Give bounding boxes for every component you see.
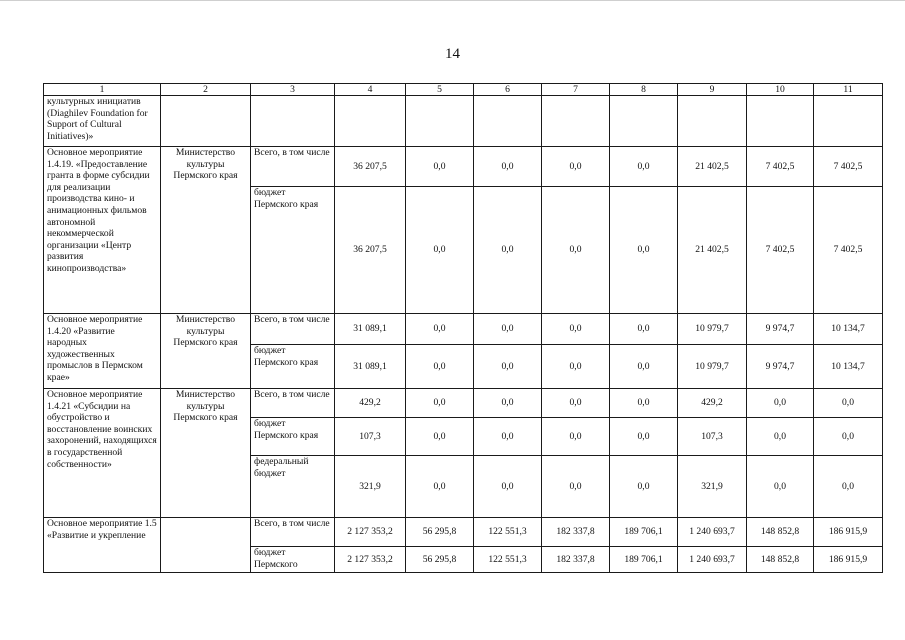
col-num-6: 6 <box>474 84 542 96</box>
value-cell: 0,0 <box>610 314 678 345</box>
value-cell: 0,0 <box>610 418 678 456</box>
value-cell: 186 915,9 <box>814 518 883 547</box>
activity-title: Основное мероприятие 1.4.19. «Предоставление гранта в форме субсидии для реализации производства кино- и анимационных фильмов автономной некоммерческой организации «Центр развития кинопроизводства» <box>44 147 161 314</box>
value-cell: 0,0 <box>610 456 678 518</box>
value-cell: 0,0 <box>474 345 542 389</box>
page-edge-line <box>0 0 905 1</box>
value-cell: 9 974,7 <box>747 345 814 389</box>
col-num-11: 11 <box>814 84 883 96</box>
value-cell: 0,0 <box>406 187 474 314</box>
value-cell: 429,2 <box>678 389 747 418</box>
value-cell: 122 551,3 <box>474 518 542 547</box>
value-cell: 0,0 <box>474 187 542 314</box>
value-cell: 0,0 <box>610 389 678 418</box>
page-number: 14 <box>445 46 460 62</box>
col-num-4: 4 <box>335 84 406 96</box>
value-cell: 0,0 <box>814 418 883 456</box>
value-cell: 189 706,1 <box>610 518 678 547</box>
value-cell: 0,0 <box>610 345 678 389</box>
value-cell: 7 402,5 <box>814 147 883 187</box>
value-cell: 0,0 <box>406 345 474 389</box>
value-cell: 0,0 <box>747 389 814 418</box>
value-cell: 21 402,5 <box>678 187 747 314</box>
funding-source: бюджет Пермского края <box>251 187 335 314</box>
value-cell: 0,0 <box>542 345 610 389</box>
value-cell: 7 402,5 <box>814 187 883 314</box>
funding-source: Всего, в том числе <box>251 389 335 418</box>
value-cell: 0,0 <box>542 456 610 518</box>
value-cell: 0,0 <box>542 389 610 418</box>
value-cell: 148 852,8 <box>747 547 814 573</box>
value-cell: 0,0 <box>406 456 474 518</box>
responsible-org: Министерство культуры Пермского края <box>161 147 251 314</box>
value-cell: 122 551,3 <box>474 547 542 573</box>
col-num-9: 9 <box>678 84 747 96</box>
carryover-title: культурных инициатив (Diaghilev Foundation for Support of Cultural Initiatives)» <box>44 96 161 147</box>
value-cell: 0,0 <box>814 389 883 418</box>
value-cell: 189 706,1 <box>610 547 678 573</box>
value-cell: 0,0 <box>542 147 610 187</box>
funding-source: бюджет Пермского края <box>251 418 335 456</box>
value-cell: 148 852,8 <box>747 518 814 547</box>
value-cell: 9 974,7 <box>747 314 814 345</box>
value-cell: 0,0 <box>747 418 814 456</box>
col-num-8: 8 <box>610 84 678 96</box>
value-cell: 0,0 <box>542 187 610 314</box>
column-number-row <box>44 84 883 96</box>
value-cell: 31 089,1 <box>335 314 406 345</box>
value-cell: 2 127 353,2 <box>335 547 406 573</box>
value-cell: 0,0 <box>542 418 610 456</box>
value-cell: 10 134,7 <box>814 314 883 345</box>
value-cell: 0,0 <box>542 314 610 345</box>
value-cell: 182 337,8 <box>542 547 610 573</box>
responsible-org <box>161 518 251 573</box>
table-row <box>44 147 883 187</box>
value-cell: 0,0 <box>406 389 474 418</box>
col-num-1: 1 <box>44 84 161 96</box>
value-cell: 10 979,7 <box>678 314 747 345</box>
value-cell: 0,0 <box>474 314 542 345</box>
value-cell: 0,0 <box>610 147 678 187</box>
value-cell: 0,0 <box>747 456 814 518</box>
value-cell: 0,0 <box>406 314 474 345</box>
value-cell: 1 240 693,7 <box>678 518 747 547</box>
value-cell: 0,0 <box>474 389 542 418</box>
value-cell: 0,0 <box>406 147 474 187</box>
funding-source: федеральный бюджет <box>251 456 335 518</box>
value-cell: 321,9 <box>678 456 747 518</box>
table-row <box>44 389 883 418</box>
col-num-7: 7 <box>542 84 610 96</box>
col-num-5: 5 <box>406 84 474 96</box>
activity-title: Основное мероприятие 1.5 «Развитие и укрепление <box>44 518 161 573</box>
value-cell: 429,2 <box>335 389 406 418</box>
value-cell: 36 207,5 <box>335 147 406 187</box>
budget-table <box>43 83 883 573</box>
value-cell: 321,9 <box>335 456 406 518</box>
value-cell: 56 295,8 <box>406 547 474 573</box>
value-cell: 107,3 <box>335 418 406 456</box>
value-cell: 31 089,1 <box>335 345 406 389</box>
col-num-10: 10 <box>747 84 814 96</box>
value-cell: 2 127 353,2 <box>335 518 406 547</box>
value-cell: 36 207,5 <box>335 187 406 314</box>
table-row <box>44 96 883 147</box>
col-num-3: 3 <box>251 84 335 96</box>
value-cell: 0,0 <box>406 418 474 456</box>
funding-source: Всего, в том числе <box>251 518 335 547</box>
value-cell: 0,0 <box>474 147 542 187</box>
activity-title: Основное мероприятие 1.4.21 «Субсидии на обустройство и восстановление воинских захоронений, находящихся в государственной собственности» <box>44 389 161 518</box>
funding-source: Всего, в том числе <box>251 147 335 187</box>
value-cell: 21 402,5 <box>678 147 747 187</box>
value-cell: 10 979,7 <box>678 345 747 389</box>
value-cell: 10 134,7 <box>814 345 883 389</box>
value-cell: 56 295,8 <box>406 518 474 547</box>
responsible-org: Министерство культуры Пермского края <box>161 389 251 518</box>
value-cell: 0,0 <box>610 187 678 314</box>
value-cell: 0,0 <box>814 456 883 518</box>
value-cell: 182 337,8 <box>542 518 610 547</box>
funding-source: бюджет Пермского <box>251 547 335 573</box>
value-cell: 1 240 693,7 <box>678 547 747 573</box>
funding-source: бюджет Пермского края <box>251 345 335 389</box>
table-row <box>44 314 883 345</box>
col-num-2: 2 <box>161 84 251 96</box>
responsible-org: Министерство культуры Пермского края <box>161 314 251 389</box>
value-cell: 107,3 <box>678 418 747 456</box>
activity-title: Основное мероприятие 1.4.20 «Развитие народных художественных промыслов в Пермском крае» <box>44 314 161 389</box>
value-cell: 0,0 <box>474 456 542 518</box>
table-row <box>44 518 883 547</box>
value-cell: 0,0 <box>474 418 542 456</box>
funding-source: Всего, в том числе <box>251 314 335 345</box>
value-cell: 7 402,5 <box>747 147 814 187</box>
value-cell: 7 402,5 <box>747 187 814 314</box>
value-cell: 186 915,9 <box>814 547 883 573</box>
